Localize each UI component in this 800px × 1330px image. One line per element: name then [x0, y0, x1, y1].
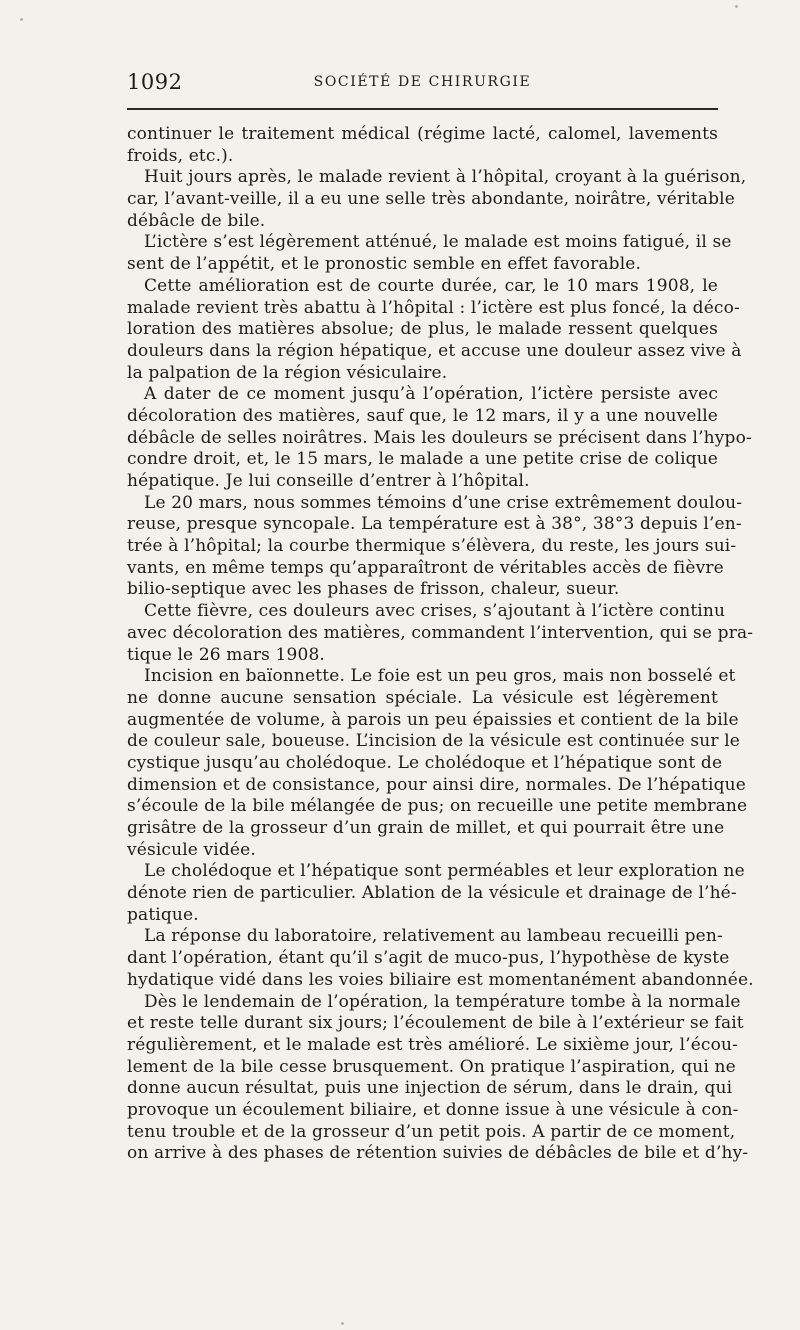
- text-line: cystique jusqu’au cholédoque. Le cholédoque et l’hépatique sont de: [127, 752, 723, 773]
- text-line: provoque un écoulement biliaire, et donne issue à une vésicule à con-: [127, 1099, 739, 1120]
- text-line: A dater de ce moment jusqu’à l’opération, l’ictère persiste avec: [144, 384, 718, 405]
- text-line: Incision en baïonnette. Le foie est un peu gros, mais non bosselé et: [144, 666, 736, 687]
- text-line: reuse, presque syncopale. La température est à 38°, 38°3 depuis l’en-: [127, 514, 742, 535]
- running-head: [127, 70, 718, 98]
- text-line: dant l’opération, étant qu’il s’agit de muco-pus, l’hypothèse de kyste: [127, 948, 730, 969]
- text-line: débâcle de bile.: [127, 210, 266, 231]
- text-line: froids, etc.).: [127, 145, 234, 166]
- header-rule: [127, 108, 718, 110]
- text-line: grisâtre de la grosseur d’un grain de millet, et qui pourrait être une: [127, 818, 725, 838]
- text-line: donne aucun résultat, puis une injection de sérum, dans le drain, qui: [127, 1078, 733, 1099]
- text-line: patique.: [127, 904, 199, 925]
- text-line: Huit jours après, le malade revient à l’hôpital, croyant à la guérison,: [144, 167, 747, 188]
- text-line: on arrive à des phases de rétention suivies de débâcles de bile et d’hy-: [127, 1143, 749, 1164]
- page-number: 1092: [127, 70, 183, 94]
- running-title: SOCIÉTÉ DE CHIRURGIE: [313, 74, 532, 90]
- text-line: tique le 26 mars 1908.: [127, 644, 325, 665]
- text-line: bilio-septique avec les phases de frisson, chaleur, sueur.: [127, 579, 620, 600]
- text-line: dénote rien de particulier. Ablation de la vésicule et drainage de l’hé-: [127, 883, 737, 904]
- text-line: la palpation de la région vésiculaire.: [127, 362, 448, 383]
- text-line: hépatique. Je lui conseille d’entrer à l’hôpital.: [127, 471, 530, 491]
- text-line: décoloration des matières, sauf que, le 12 mars, il y a une nouvelle: [127, 405, 718, 426]
- text-line: et reste telle durant six jours; l’écoulement de bile à l’extérieur se fait: [127, 1013, 744, 1034]
- body-text: [127, 124, 754, 1165]
- text-line: de couleur sale, boueuse. L’incision de la vésicule est continuée sur le: [127, 731, 741, 752]
- text-line: L’ictère s’est légèrement atténué, le malade est moins fatigué, il se: [144, 232, 732, 253]
- paper-speck: [735, 5, 738, 8]
- text-line: hydatique vidé dans les voies biliaire est momentanément abandonnée.: [127, 969, 754, 990]
- text-line: condre droit, et, le 15 mars, le malade a une petite crise de colique: [127, 449, 719, 470]
- text-line: Le cholédoque et l’hépatique sont perméables et leur exploration ne: [144, 861, 745, 882]
- text-line: malade revient très abattu à l’hôpital : l’ictère est plus foncé, la déco-: [127, 297, 740, 318]
- text-line: vants, en même temps qu’apparaîtront de véritables accès de fièvre: [127, 557, 724, 578]
- text-line: débâcle de selles noirâtres. Mais les douleurs se précisent dans l’hypo-: [127, 427, 752, 448]
- text-line: douleurs dans la région hépatique, et accuse une douleur assez vive à: [127, 340, 742, 361]
- text-line: Dès le lendemain de l’opération, la température tombe à la normale: [144, 991, 741, 1012]
- text-line: Cette amélioration est de courte durée, car, le 10 mars 1908, le: [144, 275, 718, 296]
- text-line: Le 20 mars, nous sommes témoins d’une crise extrêmement doulou-: [144, 492, 743, 513]
- text-line: sent de l’appétit, et le pronostic semble en effet favorable.: [127, 254, 642, 275]
- text-line: ne donne aucune sensation spéciale. La vésicule est légèrement: [127, 687, 718, 708]
- text-line: régulièrement, et le malade est très amélioré. Le sixième jour, l’écou-: [127, 1034, 738, 1055]
- text-line: La réponse du laboratoire, relativement au lambeau recueilli pen-: [144, 926, 723, 947]
- text-line: loration des matières absolue; de plus, le malade ressent quelques: [127, 319, 718, 340]
- paper-speck: [341, 1322, 344, 1325]
- text-line: augmentée de volume, à parois un peu épaissies et contient de la bile: [127, 709, 739, 730]
- text-line: lement de la bile cesse brusquement. On pratique l’aspiration, qui ne: [127, 1056, 736, 1077]
- text-line: continuer le traitement médical (régime lacté, calomel, lavements: [127, 124, 718, 144]
- text-line: car, l’avant-veille, il a eu une selle très abondante, noirâtre, véritable: [127, 189, 735, 210]
- text-line: dimension et de consistance, pour ainsi dire, normales. De l’hépatique: [127, 774, 746, 795]
- text-line: trée à l’hôpital; la courbe thermique s’élèvera, du reste, les jours sui-: [127, 536, 737, 557]
- text-line: tenu trouble et de la grosseur d’un petit pois. A partir de ce moment,: [127, 1121, 736, 1142]
- text-line: vésicule vidée.: [127, 839, 256, 860]
- text-line: Cette fièvre, ces douleurs avec crises, s’ajoutant à l’ictère continu: [144, 601, 726, 622]
- paper-speck: [20, 18, 23, 21]
- text-line: s’écoule de la bile mélangée de pus; on recueille une petite membrane: [127, 796, 748, 817]
- text-line: avec décoloration des matières, commandent l’intervention, qui se pra-: [127, 622, 754, 643]
